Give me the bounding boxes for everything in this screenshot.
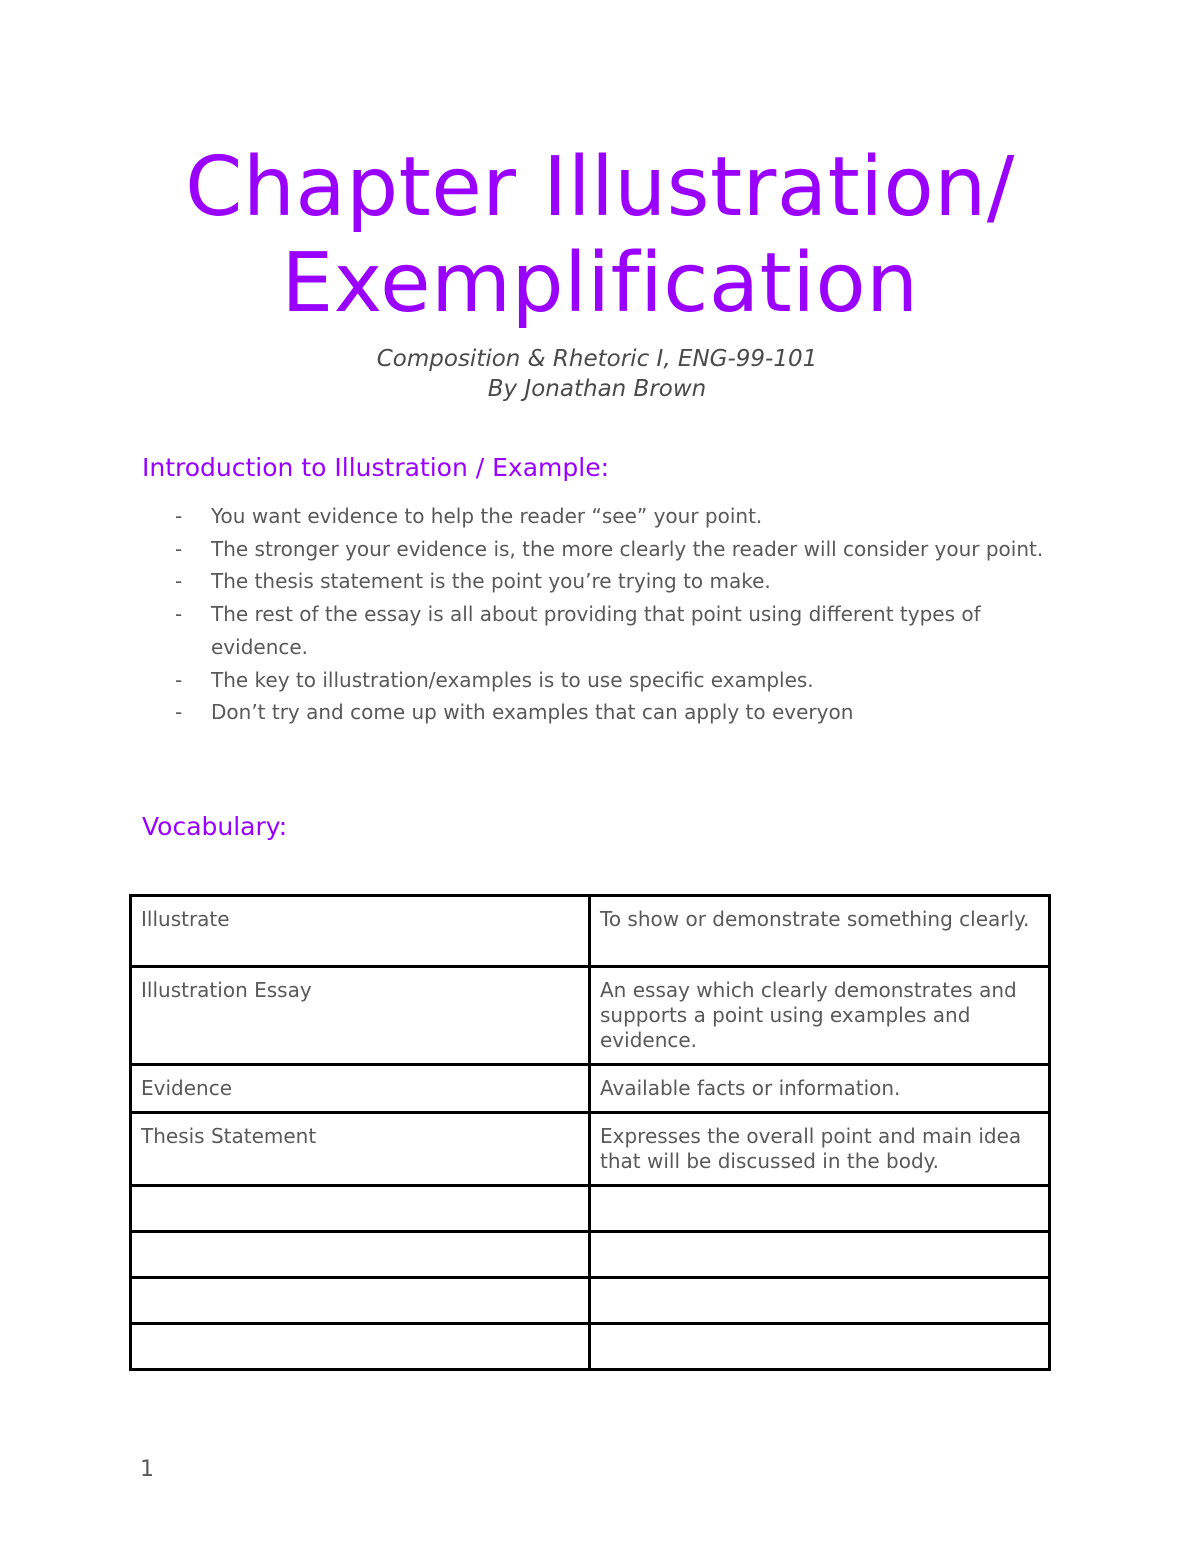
term-cell: [131, 1278, 590, 1324]
list-item-text: The stronger your evidence is, the more clearly the reader will consider your point.: [211, 536, 1044, 561]
page-title: [0, 140, 1200, 332]
bullet-dash: -: [175, 667, 183, 692]
definition-cell: [590, 1278, 1050, 1324]
definition-cell: [590, 1324, 1050, 1370]
author-name: By Jonathan Brown: [487, 376, 707, 402]
intro-bullet-list: [142, 500, 1062, 729]
list-item-text: The thesis statement is the point you’re trying to make.: [211, 569, 771, 594]
list-item: [142, 598, 1062, 663]
vocabulary-table: [129, 894, 1051, 1371]
table-row: [131, 1278, 1050, 1324]
table-row: [131, 896, 1050, 967]
list-item: [142, 533, 1062, 566]
vocabulary-heading: Vocabulary:: [142, 812, 288, 841]
list-item-text: Don’t try and come up with examples that can apply to everyon: [211, 700, 854, 725]
list-item-text: The key to illustration/examples is to use specific examples.: [211, 667, 814, 692]
bullet-dash: -: [175, 536, 183, 561]
table-row: [131, 1232, 1050, 1278]
table-row: [131, 967, 1050, 1065]
list-item-text: The rest of the essay is all about providing that point using different types of evidence.: [211, 602, 981, 659]
table-row: [131, 1065, 1050, 1113]
bullet-dash: -: [175, 504, 183, 528]
term-cell: Illustrate: [131, 896, 590, 967]
intro-heading: Introduction to Illustration / Example:: [142, 453, 610, 482]
list-item: [142, 565, 1062, 598]
term-cell: Thesis Statement: [131, 1113, 590, 1186]
definition-cell: Available facts or information.: [590, 1065, 1050, 1113]
definition-cell: An essay which clearly demonstrates and supports a point using examples and evidence.: [590, 967, 1050, 1065]
table-row: [131, 1324, 1050, 1370]
list-item-text: You want evidence to help the reader “see” your point.: [211, 504, 763, 528]
title-line-2: Exemplification: [281, 236, 919, 331]
course-name: Composition & Rhetoric I, ENG-99-101: [376, 346, 818, 372]
term-cell: Evidence: [131, 1065, 590, 1113]
title-line-1: Chapter Illustration/: [185, 140, 1015, 235]
term-cell: [131, 1186, 590, 1232]
subtitle-block: [0, 344, 1194, 404]
term-cell: [131, 1324, 590, 1370]
list-item: [142, 500, 1062, 533]
definition-cell: [590, 1186, 1050, 1232]
bullet-dash: -: [175, 569, 183, 594]
definition-cell: [590, 1232, 1050, 1278]
term-cell: [131, 1232, 590, 1278]
table-row: [131, 1113, 1050, 1186]
definition-cell: Expresses the overall point and main idea that will be discussed in the body.: [590, 1113, 1050, 1186]
term-cell: Illustration Essay: [131, 967, 590, 1065]
bullet-dash: -: [175, 602, 183, 627]
bullet-dash: -: [175, 700, 183, 725]
page-number: 1: [140, 1457, 154, 1482]
table-row: [131, 1186, 1050, 1232]
definition-cell: To show or demonstrate something clearly.: [590, 896, 1050, 967]
list-item: [142, 664, 1062, 697]
list-item: [142, 696, 1062, 729]
